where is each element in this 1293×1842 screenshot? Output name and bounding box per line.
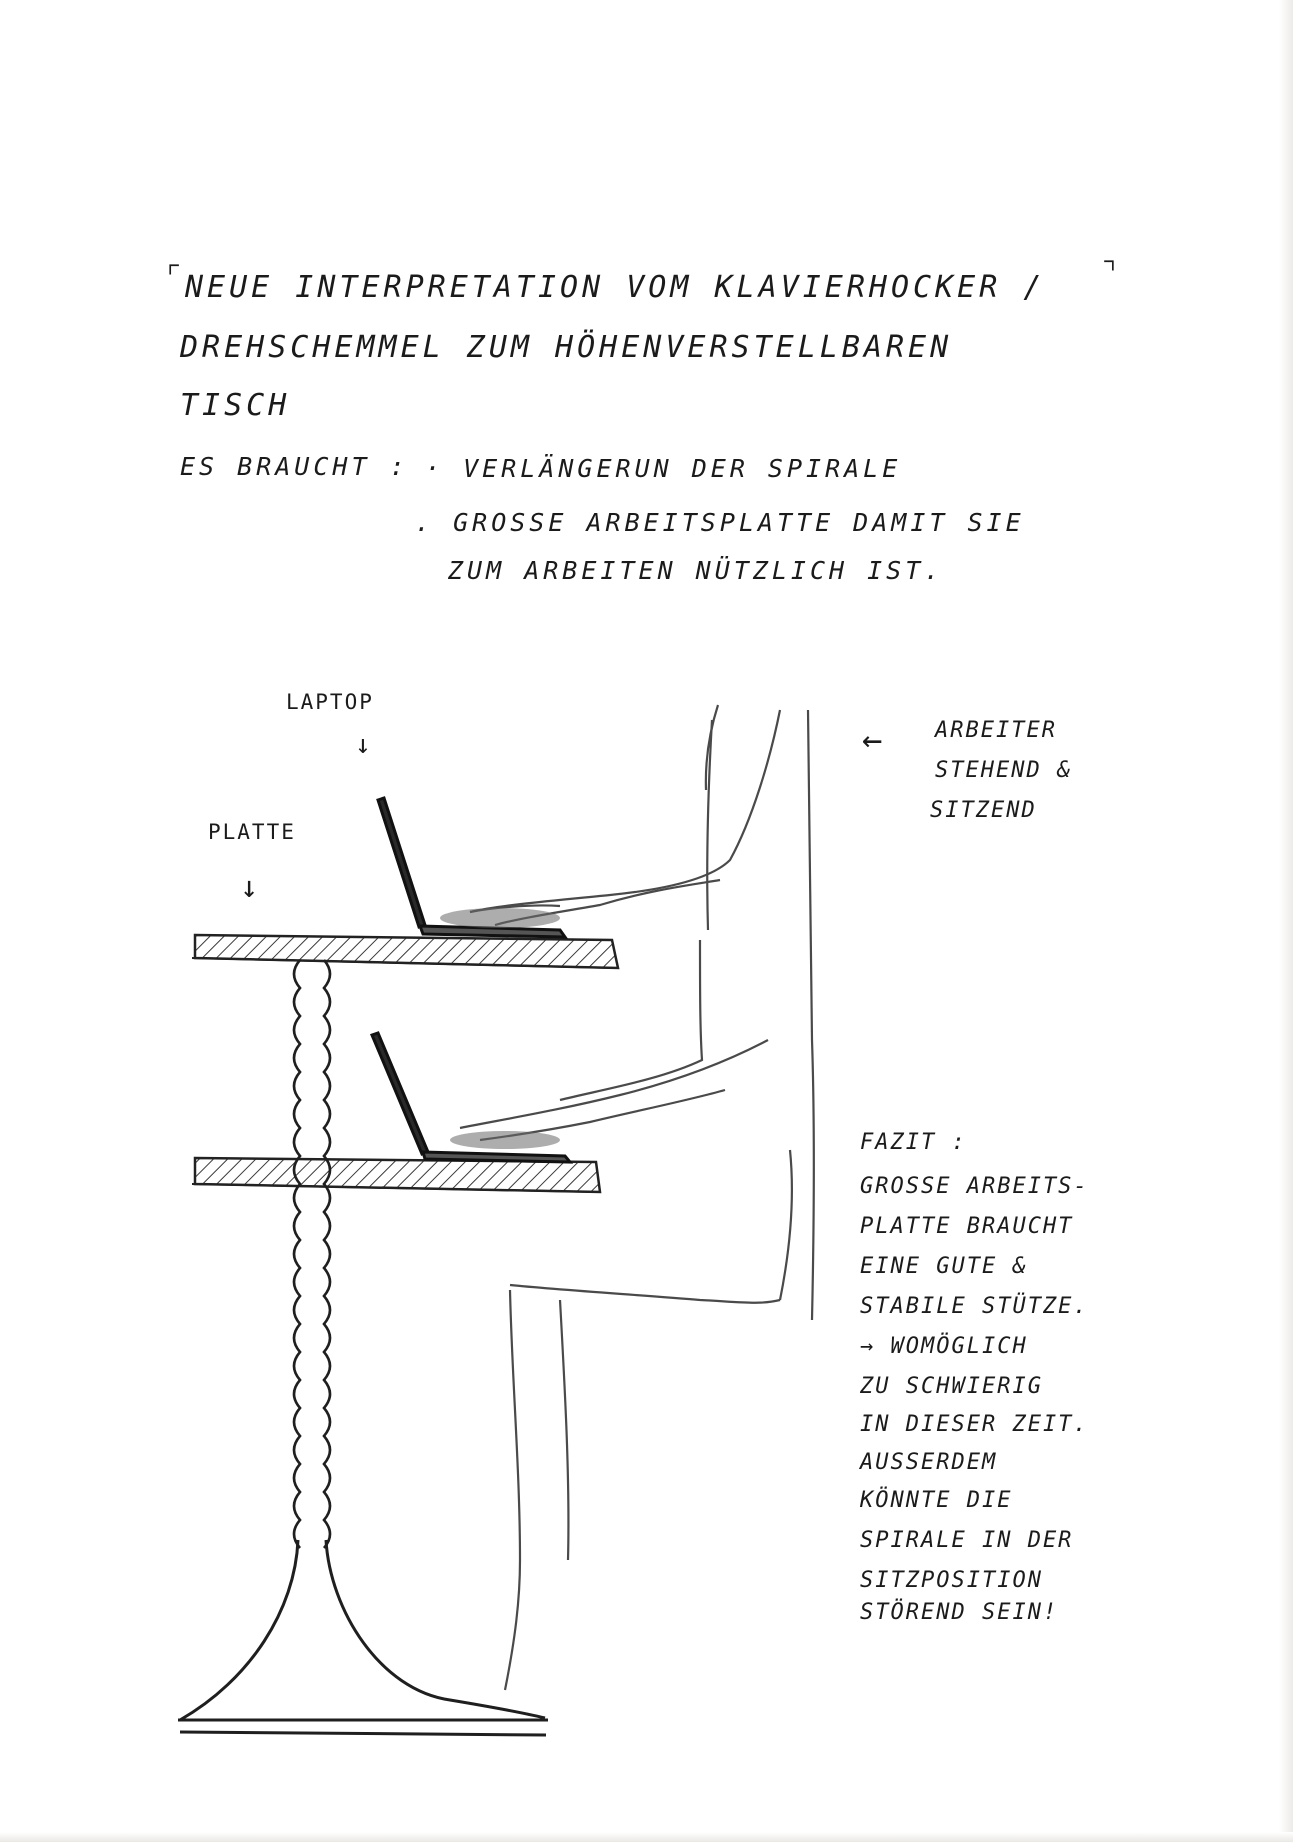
fazit-line: AUSSERDEM [860, 1450, 998, 1475]
flared-base [178, 1540, 548, 1735]
label-worker-line-2: STEHEND & [935, 758, 1073, 783]
requirement-item-spiral: · VERLÄNGERUN DER SPIRALE [425, 454, 902, 483]
fazit-line: PLATTE BRAUCHT [860, 1214, 1074, 1239]
fazit-line: STÖREND SEIN! [860, 1600, 1059, 1625]
worker-arrow: ← [862, 720, 885, 760]
label-laptop: LAPTOP [286, 690, 374, 714]
requirement-item-worktop: . GROSSE ARBEITSPLATTE DAMIT SIE [415, 508, 1025, 537]
fazit-heading: FAZIT : [860, 1130, 967, 1155]
fazit-line: KÖNNTE DIE [860, 1488, 1013, 1513]
platte-arrow: ↓ [240, 870, 261, 905]
lower-worktop [192, 1158, 600, 1192]
label-worker-line-1: ARBEITER [935, 718, 1057, 743]
title-line-2: DREHSCHEMMEL ZUM HÖHENVERSTELLBAREN [180, 330, 953, 365]
label-worker-line-3: SITZEND [930, 798, 1037, 823]
title-line-3: TISCH [180, 388, 291, 423]
requirement-item-worktop-cont: ZUM ARBEITEN NÜTZLICH IST. [448, 556, 944, 585]
fazit-line: SPIRALE IN DER [860, 1528, 1074, 1553]
worker-figure [460, 705, 814, 1690]
fazit-line: STABILE STÜTZE. [860, 1294, 1089, 1319]
laptop-arrow: ↓ [355, 730, 373, 760]
label-platte: PLATTE [208, 820, 296, 844]
paper-edge-bottom [0, 1832, 1293, 1842]
fazit-line: EINE GUTE & [860, 1254, 1028, 1279]
spiral-column [294, 960, 330, 1548]
fazit-line: SITZPOSITION [860, 1568, 1043, 1593]
paper-edge-right [1279, 0, 1293, 1842]
title-line-1: NEUE INTERPRETATION VOM KLAVIERHOCKER / [185, 270, 1046, 305]
requirements-lead: ES BRAUCHT : [180, 452, 409, 481]
title-open-mark: ⌜ [165, 258, 188, 293]
fazit-line: IN DIESER ZEIT. [860, 1412, 1089, 1437]
fazit-line: → WOMÖGLICH [860, 1334, 1028, 1359]
title-close-mark: ⌝ [1100, 254, 1123, 289]
fazit-line: ZU SCHWIERIG [860, 1374, 1043, 1399]
fazit-line: GROSSE ARBEITS- [860, 1174, 1089, 1199]
upper-worktop [192, 935, 618, 968]
